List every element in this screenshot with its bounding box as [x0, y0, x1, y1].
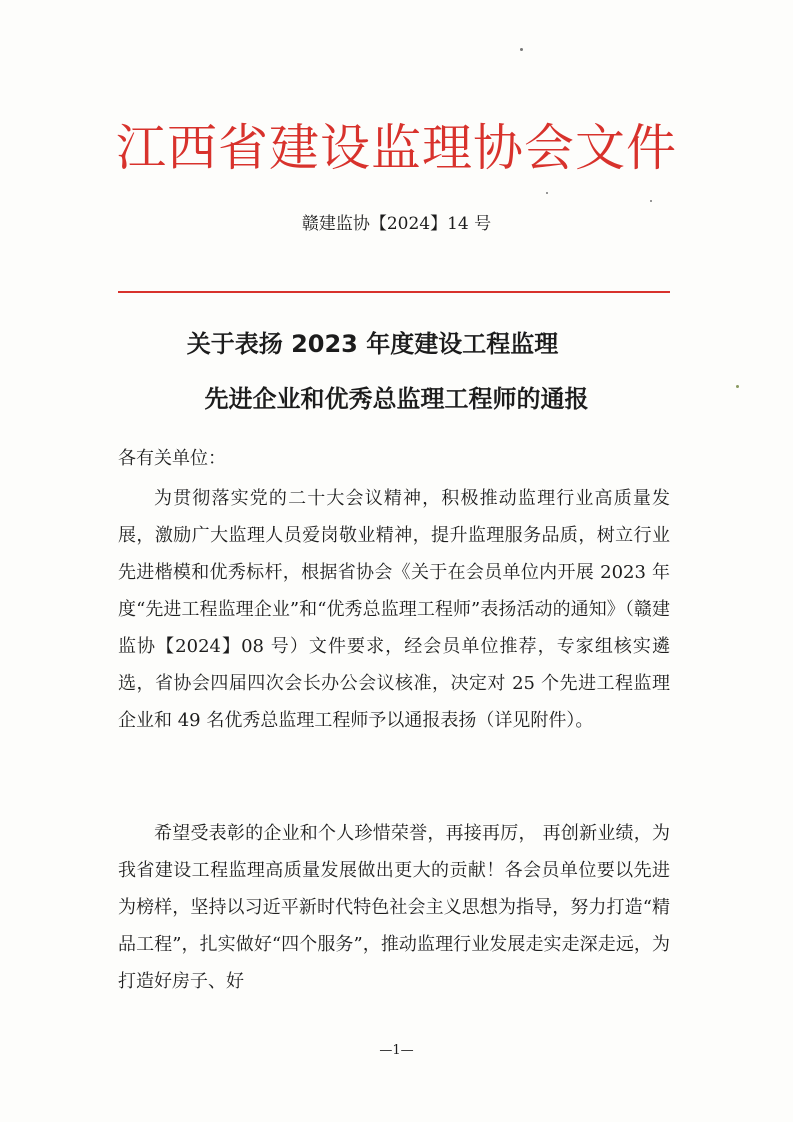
scan-speck — [546, 192, 548, 194]
scan-speck — [520, 48, 523, 51]
salutation: 各有关单位： — [118, 448, 226, 469]
body-paragraph-2: 希望受表彰的企业和个人珍惜荣誉，再接再厉， 再创新业绩，为我省建设工程监理高质量发展做出更大的贡献！各会员单位要以先进为榜样，坚持以习近平新时代特色社会主义思想为指导，努力打造“精品工程”，扎实做好“四个服务”，推动监理行业发展走实走深走远，为打造好房子、好 — [118, 823, 670, 992]
notice-title-line-2: 先进企业和优秀总监理工程师的通报 — [204, 385, 589, 413]
body-paragraph-1: 为贯彻落实党的二十大会议精神，积极推动监理行业高质量发展，激励广大监理人员爱岗敬业精神，提升监理服务品质，树立行业先进楷模和优秀标杆，根据省协会《关于在会员单位内开展 2023 年度“先进工程监理企业”和“优秀总监理工程师”表扬活动的通知》（赣建监协【2024】08 号）文件要求，经会员单位推荐，专家组核实遴选，省协会四届四次会长办公会议核准，决定对 25 个先进工程监理企业和 49 名优秀总监理工程师予以通报表扬（详见附件）。 — [118, 488, 670, 731]
scan-speck — [736, 385, 739, 388]
page-number: —1— — [379, 1043, 414, 1058]
red-divider-line — [118, 291, 670, 293]
scan-speck — [650, 200, 652, 202]
masthead-title: 江西省建设监理协会文件 — [116, 119, 677, 177]
document-number: 赣建监协【2024】14 号 — [301, 214, 492, 234]
notice-title-line-1: 关于表扬 2023 年度建设工程监理 — [186, 330, 559, 358]
